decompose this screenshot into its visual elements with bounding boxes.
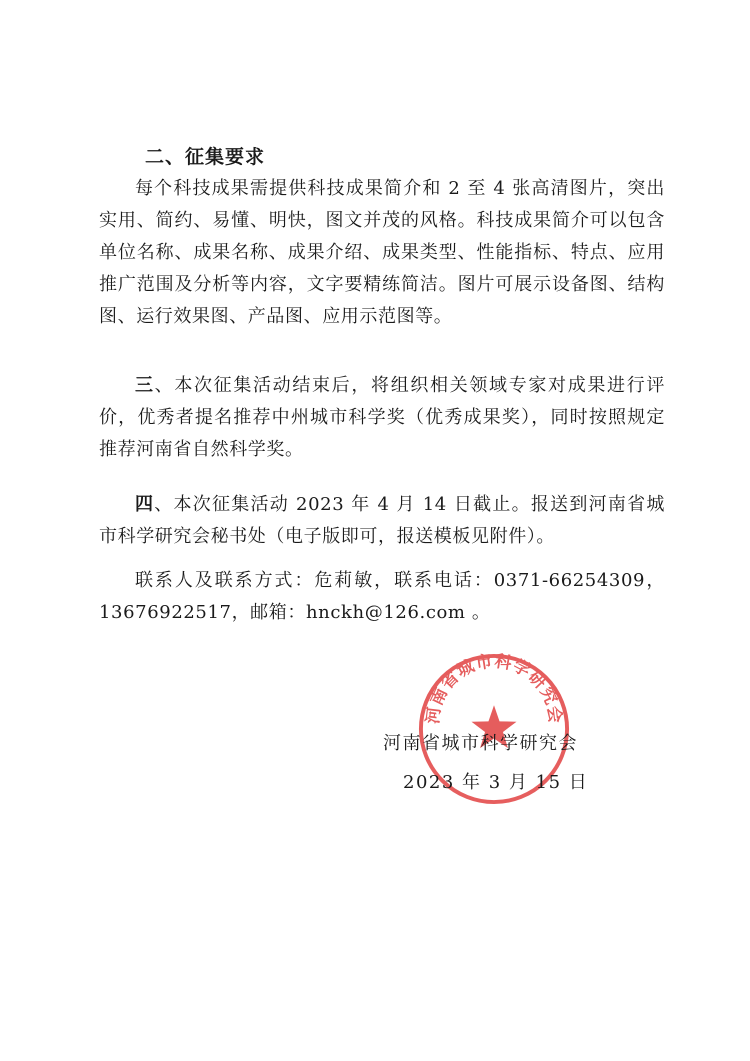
section-number-four: 四 xyxy=(135,494,155,515)
evaluation-text: 、本次征集活动结束后，将组织相关领域专家对成果进行评价，优秀者提名推荐中州城市科学奖（优秀成果奖），同时按照规定推荐河南省自然科学奖。 xyxy=(99,375,665,460)
signatory-organization: 河南省城市科学研究会 xyxy=(383,733,578,754)
evaluation-paragraph xyxy=(99,370,665,466)
seal-ring-text: 河南省城市科学研究会 xyxy=(422,650,566,725)
contact-paragraph: 联系人及联系方式：危莉敏，联系电话：0371-66254309，13676922517，邮箱：hnckh@126.com 。 xyxy=(99,570,665,623)
deadline-paragraph xyxy=(99,489,665,553)
signature-date: 2023 年 3 月 15 日 xyxy=(403,772,589,793)
requirements-paragraph: 每个科技成果需提供科技成果简介和 2 至 4 张高清图片，突出实用、简约、易懂、明快，图文并茂的风格。科技成果简介可以包含单位名称、成果名称、成果介绍、成果类型、性能指标、特点、应用推广范围及分析等内容，文字要精练简洁。图片可展示设备图、结构图、运行效果图、产品图、应用示范图等。 xyxy=(99,178,665,327)
section-heading-requirements: 二、征集要求 xyxy=(145,146,266,168)
deadline-text: 、本次征集活动 2023 年 4 月 14 日截止。报送到河南省城市科学研究会秘书处（电子版即可，报送模板见附件）。 xyxy=(99,494,665,547)
section-number-three: 三 xyxy=(135,375,155,396)
